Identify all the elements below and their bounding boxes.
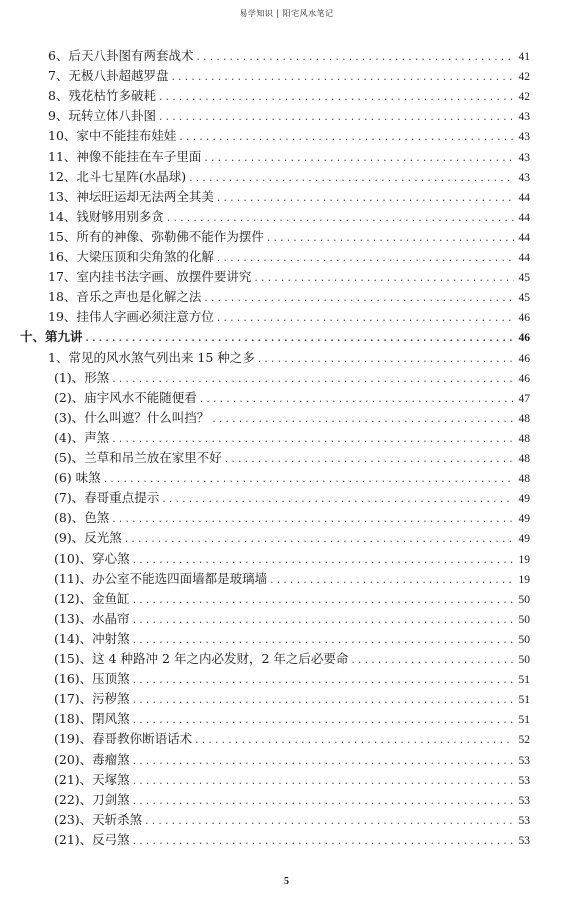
toc-entry[interactable] <box>54 709 530 729</box>
toc-entry-page: 46 <box>518 352 530 365</box>
dot-leader <box>194 731 514 751</box>
toc-entry-page: 49 <box>518 513 530 526</box>
toc-entry[interactable] <box>20 327 530 347</box>
toc-entry[interactable] <box>48 167 530 187</box>
toc-entry-page: 44 <box>518 231 530 244</box>
toc-entry[interactable] <box>48 207 530 227</box>
toc-entry-title: (8)、色煞 <box>54 510 110 526</box>
toc-entry-page: 46 <box>518 312 530 325</box>
toc-entry-page: 44 <box>518 191 530 204</box>
toc-entry-page: 50 <box>518 654 530 666</box>
toc-entry-page: 44 <box>518 252 530 264</box>
toc-entry-page: 49 <box>518 533 530 546</box>
dot-leader <box>203 149 514 169</box>
toc-entry-title: 11、神像不能挂在车子里面 <box>48 148 202 164</box>
dot-leader <box>211 410 514 430</box>
dot-leader <box>224 450 514 470</box>
dot-leader <box>111 510 514 530</box>
toc-entry-title: 1、常见的风水煞气列出来 15 种之多 <box>48 349 255 365</box>
toc-entry[interactable] <box>54 368 530 388</box>
dot-leader <box>257 350 514 370</box>
dot-leader <box>216 249 514 269</box>
dot-leader <box>132 671 514 691</box>
toc-entry[interactable] <box>54 549 530 569</box>
toc-entry-title: (9)、反光煞 <box>54 530 122 546</box>
dot-leader <box>132 752 514 772</box>
toc-entry-page: 48 <box>518 432 530 445</box>
toc-entry[interactable] <box>48 287 530 307</box>
dot-leader <box>216 309 514 329</box>
toc-entry-page: 43 <box>518 131 530 144</box>
toc-entry-page: 48 <box>518 453 530 465</box>
toc-entry[interactable] <box>54 649 530 669</box>
dot-leader <box>266 229 514 249</box>
toc-entry-title: (6) 味煞 <box>54 470 101 486</box>
dot-leader <box>132 832 514 852</box>
toc-entry[interactable] <box>54 448 530 468</box>
toc-entry-title: (18)、閉风煞 <box>54 711 130 727</box>
toc-entry-page: 49 <box>518 493 530 506</box>
toc-entry-page: 51 <box>518 674 530 687</box>
toc-entry-page: 46 <box>518 372 530 385</box>
toc-entry-title: (19)、春哥教你断语话术 <box>54 731 193 747</box>
toc-entry-title: (4)、声煞 <box>54 429 110 445</box>
toc-entry-title: (2)、庙宇风水不能随便看 <box>54 389 197 405</box>
toc-entry-page: 50 <box>518 593 530 606</box>
toc-entry-title: 8、残花枯竹多破耗 <box>48 88 156 104</box>
dot-leader <box>170 68 514 88</box>
toc-entry[interactable] <box>54 790 530 810</box>
dot-leader <box>203 289 514 309</box>
toc-entry-title: 十、第九讲 <box>20 329 83 345</box>
dot-leader <box>158 88 514 108</box>
dot-leader <box>195 48 514 68</box>
toc-entry-title: (12)、金鱼缸 <box>54 590 130 606</box>
toc-entry-title: 13、神坛旺运却无法两全其美 <box>48 188 214 204</box>
toc-entry-page: 42 <box>518 91 530 104</box>
toc-entry[interactable] <box>48 187 530 207</box>
toc-entry-page: 45 <box>518 292 530 305</box>
toc-entry[interactable] <box>54 589 530 609</box>
toc-entry[interactable] <box>54 609 530 629</box>
page-number: 5 <box>284 876 289 887</box>
toc-entry-title: 12、北斗七星阵(水晶球) <box>48 168 187 184</box>
toc-entry[interactable] <box>54 750 530 770</box>
toc-entry-title: 18、音乐之声也是化解之法 <box>48 289 202 305</box>
toc-entry-title: 17、室内挂书法字画、放摆件要讲究 <box>48 269 252 285</box>
toc-entry-title: (23)、天斩杀煞 <box>54 811 143 827</box>
toc-entry-page: 48 <box>518 412 530 425</box>
toc-entry-page: 43 <box>518 111 530 124</box>
toc-entry-page: 53 <box>518 794 530 807</box>
toc-entry-title: (11)、办公室不能选四面墙都是玻璃墙 <box>54 570 268 586</box>
toc-entry[interactable] <box>54 468 530 488</box>
toc-entry-page: 46 <box>518 332 530 345</box>
toc-entry[interactable] <box>54 729 530 749</box>
toc-entry-page: 53 <box>518 814 530 827</box>
dot-leader <box>253 269 514 289</box>
toc-entry[interactable] <box>54 770 530 790</box>
toc-entry[interactable] <box>54 488 530 508</box>
toc-entry-title: (16)、压顶煞 <box>54 671 130 687</box>
toc-entry-page: 43 <box>518 171 530 184</box>
toc-entry-title: (10)、穿心煞 <box>54 550 130 566</box>
toc-entry[interactable] <box>48 307 530 327</box>
toc-entry-page: 53 <box>518 834 530 847</box>
dot-leader <box>132 792 514 812</box>
toc-entry-title: (5)、兰草和吊兰放在家里不好 <box>54 450 222 465</box>
toc-entry[interactable] <box>54 428 530 448</box>
toc-entry-page: 48 <box>518 473 530 486</box>
toc-entry-page: 41 <box>518 51 530 63</box>
toc-entry-page: 53 <box>518 774 530 787</box>
dot-leader <box>132 591 514 611</box>
dot-leader <box>216 189 514 209</box>
toc-entry-title: (21)、天塚煞 <box>54 771 130 787</box>
toc-entry[interactable] <box>48 126 530 146</box>
toc-entry[interactable] <box>48 106 530 126</box>
toc-entry-title: (3)、什么叫遮？什么叫挡？ <box>54 409 210 425</box>
dot-leader <box>132 711 514 731</box>
toc-entry[interactable] <box>48 247 530 267</box>
toc-entry[interactable] <box>48 66 530 86</box>
toc-entry-title: (7)、春哥重点提示 <box>54 490 160 506</box>
toc-entry-title: 15、所有的神像、弥勒佛不能作为摆件 <box>48 228 264 244</box>
toc-entry[interactable] <box>54 629 530 649</box>
toc-entry[interactable] <box>54 508 530 528</box>
toc-entry[interactable] <box>48 147 530 167</box>
dot-leader <box>132 691 514 711</box>
running-header: 易学知识 | 阳宅风水笔记 <box>239 9 334 18</box>
toc-entry-title: (1)、形煞 <box>54 369 110 385</box>
dot-leader <box>350 651 514 671</box>
dot-leader <box>269 571 514 591</box>
toc-entry-title: (21)、反弓煞 <box>54 831 130 847</box>
toc-entry[interactable] <box>54 388 530 408</box>
toc-entry-title: 9、玩转立体八卦图 <box>48 108 156 124</box>
dot-leader <box>188 169 514 189</box>
toc-entry-page: 45 <box>518 272 530 285</box>
toc-entry-page: 51 <box>518 714 530 727</box>
toc-entry[interactable] <box>48 348 530 368</box>
toc-entry-title: (14)、冲射煞 <box>54 630 130 646</box>
dot-leader <box>111 430 514 450</box>
toc-entry-title: (22)、刀剑煞 <box>54 791 130 807</box>
dot-leader <box>132 551 514 571</box>
toc-entry-title: 6、后天八卦图有两套战术 <box>48 48 194 63</box>
dot-leader <box>124 530 514 550</box>
toc-entry-title: 16、大梁压顶和尖角煞的化解 <box>48 249 214 264</box>
toc-entry[interactable] <box>54 669 530 689</box>
toc-entry-title: 10、家中不能挂布娃娃 <box>48 128 177 144</box>
toc-entry[interactable] <box>54 689 530 709</box>
toc-entry-title: (20)、毒瘤煞 <box>54 751 130 767</box>
toc-entry-title: 14、钱财够用别多贪 <box>48 208 164 224</box>
toc-entry-page: 47 <box>518 392 530 405</box>
dot-leader <box>103 470 514 490</box>
dot-leader <box>85 329 514 349</box>
toc-entry-page: 43 <box>518 151 530 164</box>
toc-entry-page: 50 <box>518 633 530 646</box>
toc-entry-page: 53 <box>518 754 530 767</box>
toc-entry-page: 44 <box>518 211 530 224</box>
dot-leader <box>178 128 514 148</box>
toc-entry[interactable] <box>48 46 530 66</box>
toc-entry-page: 19 <box>518 553 530 566</box>
toc-entry-title: (17)、污秽煞 <box>54 691 130 707</box>
toc-entry-title: (13)、水晶帘 <box>54 610 130 626</box>
toc-entry[interactable] <box>54 830 530 850</box>
dot-leader <box>111 370 514 390</box>
dot-leader <box>132 611 514 631</box>
toc-entry[interactable] <box>54 810 530 830</box>
toc-entry-page: 19 <box>518 573 530 586</box>
toc-entry-title: 7、无极八卦超越罗盘 <box>48 68 169 84</box>
toc-entry-title: 19、挂伟人字画必须注意方位 <box>48 309 214 325</box>
toc-entry-page: 51 <box>518 694 530 707</box>
dot-leader <box>144 812 514 832</box>
toc-entry-page: 50 <box>518 613 530 626</box>
toc-entry[interactable] <box>54 528 530 548</box>
toc-entry-page: 52 <box>518 734 530 747</box>
toc-entry[interactable] <box>48 267 530 287</box>
dot-leader <box>161 490 514 510</box>
dot-leader <box>132 631 514 651</box>
toc-entry[interactable] <box>48 227 530 247</box>
dot-leader <box>132 772 514 792</box>
dot-leader <box>166 209 514 229</box>
toc-entry[interactable] <box>54 569 530 589</box>
toc-entry[interactable] <box>48 86 530 106</box>
dot-leader <box>199 390 514 410</box>
toc-entry-page: 42 <box>518 71 530 84</box>
toc-entry[interactable] <box>54 408 530 428</box>
dot-leader <box>158 108 514 128</box>
toc-entry-title: (15)、这 4 种路冲 2 年之内必发财，2 年之后必要命 <box>54 651 349 666</box>
